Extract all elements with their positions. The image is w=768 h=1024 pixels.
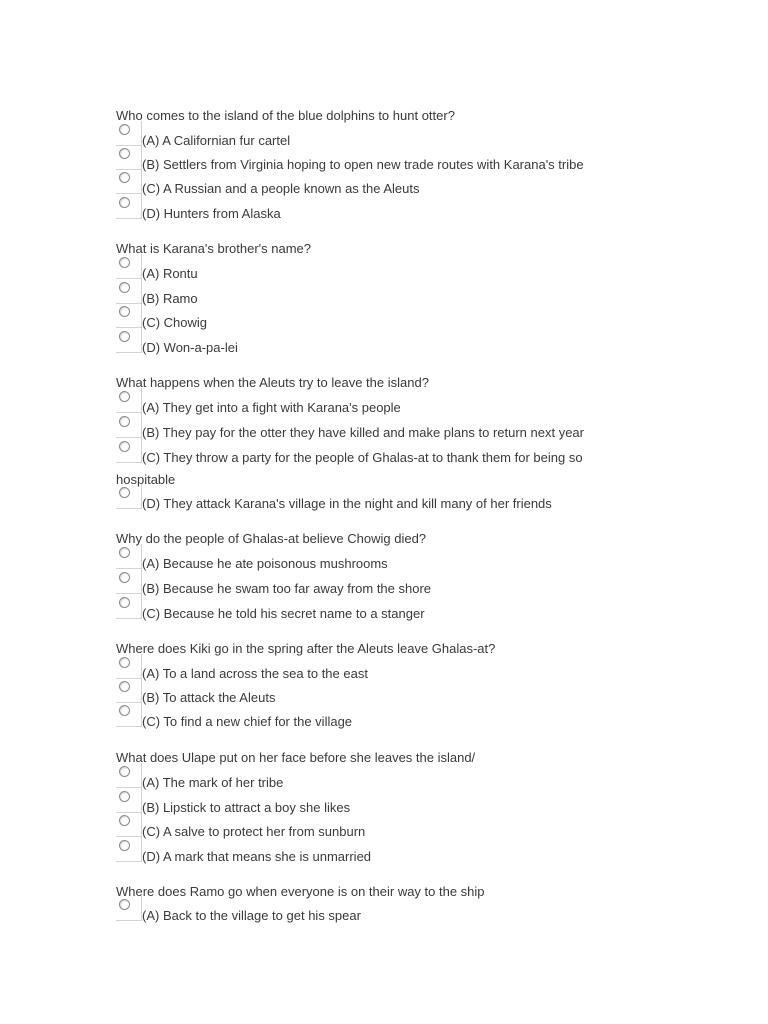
radio-button[interactable] [116, 702, 142, 727]
radio-circle-icon [119, 547, 130, 558]
option-label: (A) The mark of her tribe [142, 775, 284, 790]
option-label-continuation: hospitable [116, 472, 176, 487]
radio-button[interactable] [116, 569, 142, 594]
radio-circle-icon [119, 331, 130, 342]
radio-circle-icon [119, 197, 130, 208]
radio-button[interactable] [116, 594, 142, 619]
radio-button[interactable] [116, 388, 142, 413]
radio-button[interactable] [116, 654, 142, 679]
radio-circle-icon [119, 681, 130, 692]
radio-circle-icon [119, 172, 130, 183]
radio-button[interactable] [116, 413, 142, 438]
radio-circle-icon [119, 124, 130, 135]
radio-button[interactable] [116, 194, 142, 219]
radio-circle-icon [119, 791, 130, 802]
option-label: (A) A Californian fur cartel [142, 133, 291, 148]
radio-button[interactable] [116, 328, 142, 353]
option-label: (A) They get into a fight with Karana's people [142, 400, 401, 415]
radio-circle-icon [119, 705, 130, 716]
radio-circle-icon [119, 257, 130, 268]
option-label: (D) Won-a-pa-lei [142, 340, 238, 355]
radio-button[interactable] [116, 121, 142, 146]
option-label: (C) Because he told his secret name to a stanger [142, 606, 425, 621]
option-label: (B) Lipstick to attract a boy she likes [142, 800, 351, 815]
option-label: (C) They throw a party for the people of Ghalas-at to thank them for being so [142, 450, 583, 465]
radio-circle-icon [119, 766, 130, 777]
option-label: (B) They pay for the otter they have killed and make plans to return next year [142, 425, 584, 440]
radio-circle-icon [119, 487, 130, 498]
option-label: (C) To find a new chief for the village [142, 714, 353, 729]
option-label: (A) Because he ate poisonous mushrooms [142, 556, 388, 571]
radio-button[interactable] [116, 279, 142, 304]
radio-circle-icon [119, 657, 130, 668]
radio-circle-icon [119, 282, 130, 293]
question-text: Where does Ramo go when everyone is on their way to the ship [116, 884, 485, 899]
radio-button[interactable] [116, 303, 142, 328]
question-text: What happens when the Aleuts try to leave the island? [116, 375, 429, 390]
radio-circle-icon [119, 441, 130, 452]
radio-circle-icon [119, 572, 130, 583]
radio-button[interactable] [116, 438, 142, 463]
radio-button[interactable] [116, 484, 142, 509]
radio-button[interactable] [116, 788, 142, 813]
question-text: What does Ulape put on her face before she leaves the island/ [116, 750, 476, 765]
radio-button[interactable] [116, 837, 142, 862]
option-label: (B) Ramo [142, 291, 198, 306]
radio-circle-icon [119, 306, 130, 317]
question-text: Where does Kiki go in the spring after the Aleuts leave Ghalas-at? [116, 641, 496, 656]
radio-button[interactable] [116, 254, 142, 279]
question-text: Why do the people of Ghalas-at believe Chowig died? [116, 531, 427, 546]
option-label: (B) Because he swam too far away from the shore [142, 581, 432, 596]
option-label: (D) Hunters from Alaska [142, 206, 281, 221]
option-label: (C) A Russian and a people known as the Aleuts [142, 181, 420, 196]
radio-circle-icon [119, 840, 130, 851]
option-label: (D) A mark that means she is unmarried [142, 849, 372, 864]
option-label: (C) A salve to protect her from sunburn [142, 824, 366, 839]
option-label: (B) Settlers from Virginia hoping to open new trade routes with Karana's tribe [142, 157, 584, 172]
radio-button[interactable] [116, 812, 142, 837]
question-text: What is Karana's brother's name? [116, 241, 311, 256]
option-label: (B) To attack the Aleuts [142, 690, 276, 705]
option-label: (A) Back to the village to get his spear [142, 908, 361, 923]
radio-button[interactable] [116, 169, 142, 194]
radio-button[interactable] [116, 544, 142, 569]
radio-circle-icon [119, 148, 130, 159]
radio-circle-icon [119, 391, 130, 402]
question-text: Who comes to the island of the blue dolphins to hunt otter? [116, 108, 455, 123]
option-label: (A) Rontu [142, 266, 198, 281]
option-label: (D) They attack Karana's village in the night and kill many of her friends [142, 496, 552, 511]
radio-button[interactable] [116, 678, 142, 703]
radio-button[interactable] [116, 896, 142, 921]
radio-circle-icon [119, 815, 130, 826]
radio-circle-icon [119, 416, 130, 427]
option-label: (C) Chowig [142, 315, 208, 330]
option-label: (A) To a land across the sea to the east [142, 666, 368, 681]
radio-circle-icon [119, 597, 130, 608]
radio-button[interactable] [116, 145, 142, 170]
radio-button[interactable] [116, 763, 142, 788]
radio-circle-icon [119, 899, 130, 910]
